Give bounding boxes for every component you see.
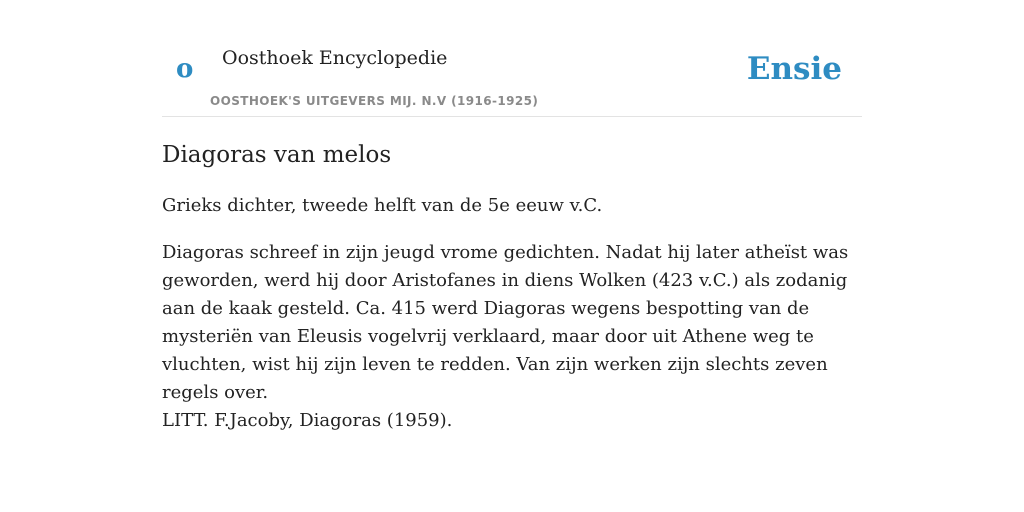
literature-reference: LITT. F.Jacoby, Diagoras (1959). [162, 410, 453, 431]
site-header [162, 0, 862, 117]
article-headword: Diagoras van melos [162, 142, 392, 168]
page [162, 0, 862, 431]
article-paragraph: Diagoras schreef in zijn jeugd vrome gedichten. Nadat hij later atheïst was geworden, werd hij door Aristofanes in diens Wolken (423 v.C.) als zodanig aan de kaak gesteld. Ca. 415 werd Diagoras wegens bespotting van de mysteriën van Eleusis vogelvrij verklaard, maar door uit Athene weg te vluchten, wist hij zijn leven te redden. Van zijn werken zijn slechts zeven regels over. [162, 242, 849, 403]
article-paragraph: Grieks dichter, tweede helft van de 5e eeuw v.C. [162, 195, 603, 216]
publisher-label: OOSTHOEK'S UITGEVERS MIJ. N.V (1916-1925) [210, 94, 539, 108]
encyclopedia-title[interactable]: Oosthoek Encyclopedie [222, 47, 448, 69]
ensie-logo[interactable]: Ensie [746, 51, 842, 87]
logo-icon[interactable]: o [176, 54, 194, 84]
